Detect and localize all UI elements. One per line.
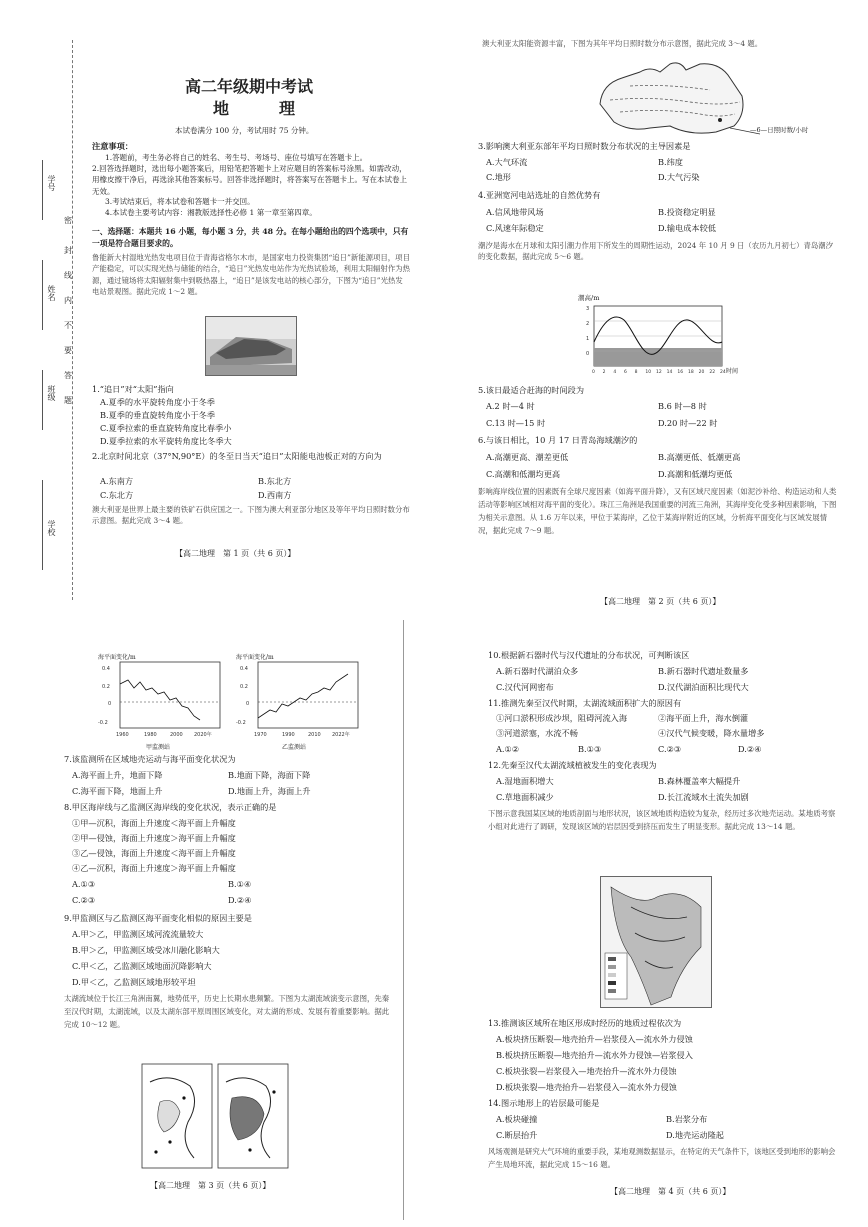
q11-option-c[interactable]: C.②③	[658, 744, 682, 754]
q4-option-c[interactable]: C.风速年际稳定	[486, 223, 544, 233]
q14-option-b[interactable]: B.岩浆分布	[666, 1114, 708, 1124]
tide-x-tick: 20	[698, 370, 705, 375]
tide-x-tick: 4	[613, 370, 617, 375]
q9-option-a[interactable]: A.甲＞乙，甲监测区域河流流量较大	[72, 929, 204, 939]
passage-6: 下图示意我国某区域的地质剖面与地形状况，该区域地质构造较为复杂，经历过多次地壳运动。某地质考察小组对此进行了调研，发现该区域的岩层因受到挤压而发生了明显变形。据此完成 13～14 题。	[488, 809, 836, 831]
chart-right-y-tick: 0	[246, 701, 250, 707]
page-1	[0, 0, 430, 600]
q10-option-d[interactable]: D.汉代湖泊面积比现代大	[658, 682, 749, 692]
q8-item-1: ①甲—沉积，海面上升速度＜海平面上升幅度	[72, 818, 236, 828]
q1-option-c[interactable]: C.夏季拉索的垂直旋转角度比春季小	[100, 423, 232, 433]
q3-option-a[interactable]: A.大气环流	[486, 157, 528, 167]
seal-char: 答	[64, 371, 72, 380]
seal-char: 线	[64, 271, 72, 280]
passage-3: 潮汐是海水在月球和太阳引潮力作用下所发生的周期性运动，2024 年 10 月 9 日（农历九月初七）青岛潮汐的变化数据，据此完成 5～6 题。	[478, 241, 834, 262]
question-2: 2.北京时间北京（37°N,90°E）的冬至日当天“追日”太阳能电池板正对的方向为	[92, 451, 382, 461]
chart-right-y-tick: 0.4	[240, 666, 248, 672]
question-7: 7.该监测所在区域地壳运动与海平面变化状况为	[64, 754, 236, 764]
question-1: 1.“追日”对“太阳”指向	[92, 384, 174, 394]
question-4: 4.亚洲宽河电站选址的自然优势有	[478, 190, 601, 200]
side-line-4	[42, 480, 43, 570]
note-2: 2.回答选择题时，选出每小题答案后，用铅笔把答题卡上对应题目的答案标号涂黑。如需改动，用橡皮擦干净后，再选涂其他答案标号。回答非选择题时，将答案写在答题卡上。写在本试卷上无效。	[92, 164, 407, 196]
chart-left-x-tick: 2000	[170, 732, 183, 738]
q7-option-a[interactable]: A.海平面上升，地面下降	[72, 770, 163, 780]
sea-level-chart-right	[236, 660, 360, 742]
tide-x-tick: 24	[720, 370, 726, 375]
page-4	[408, 630, 868, 1227]
page-3	[0, 630, 400, 1227]
q3-option-c[interactable]: C.地形	[486, 172, 511, 182]
side-line-3	[42, 370, 43, 430]
chart-left-x-tick: 1980	[144, 732, 157, 738]
passage-2: 澳大利亚是世界上最主要的铁矿石供应国之一。下图为澳大利亚部分地区及等年平均日照时数分布示意图。据此完成 3～4 题。	[92, 505, 410, 526]
q12-option-c[interactable]: C.草地面积减少	[496, 792, 554, 802]
passage-1: 鲁能新大村湿地光热发电项目位于青海省格尔木市，是国家电力投资集团“追日”新能源项目，项目产能稳定，可以实现光热与储能的结合，“追日”光热发电站作为光热试验场，利用太阳辐射作为热源，通过镜场将太阳辐射集中到吸热器上，“追日”是该发电站的核心部分，下图为“追日”光热发电站景观图。据此完成 1～2 题。	[92, 253, 410, 297]
q9-option-c[interactable]: C.甲＜乙，乙监测区域地面沉降影响大	[72, 961, 212, 971]
q14-option-d[interactable]: D.地壳运动隆起	[666, 1130, 724, 1140]
question-5: 5.该日最适合赶海的时间段为	[478, 385, 585, 395]
tide-y-tick: 0	[586, 351, 590, 357]
geology-map-graphic	[601, 877, 711, 1007]
q9-option-d[interactable]: D.甲＜乙，乙监测区域地形较平坦	[72, 977, 196, 987]
page-divider	[403, 620, 404, 1220]
q5-option-a[interactable]: A.2 时—4 时	[486, 401, 535, 411]
q8-option-a[interactable]: A.①③	[72, 879, 96, 889]
q11-option-d[interactable]: D.②④	[738, 744, 762, 754]
q1-option-d[interactable]: D.夏季拉索的水平旋转角度比冬季大	[100, 436, 232, 446]
page-1-footer: 【高二地理 第 1 页（共 6 页）】	[175, 549, 296, 558]
tide-y-tick: 1	[586, 336, 590, 342]
chart-left-xlabel: 甲监测站	[146, 744, 171, 751]
chart-right-xlabel: 乙监测站	[282, 744, 307, 751]
question-11: 11.推测先秦至汉代时期，太湖流域面积扩大的原因有	[488, 698, 682, 708]
subject-title: 地 理	[213, 99, 302, 118]
tide-x-tick: 8	[634, 370, 638, 375]
chart-right-y-tick: -0.2	[236, 720, 246, 726]
tide-x-tick: 2	[602, 370, 606, 375]
score-line: 本试卷满分 100 分，考试用时 75 分钟。	[175, 126, 314, 135]
q8-item-2: ②甲—侵蚀，海面上升速度＞海平面上升幅度	[72, 833, 236, 843]
question-6: 6.与该日相比，10 月 17 日青岛海域潮汐的	[478, 435, 638, 445]
tide-x-tick: 22	[709, 370, 716, 375]
chart-left-x-tick: 1960	[116, 732, 129, 738]
q4-option-b[interactable]: B.投资稳定明显	[658, 207, 716, 217]
tide-x-tick: 6	[624, 370, 627, 375]
tide-x-tick: 14	[666, 370, 673, 375]
question-14: 14.图示地形上的岩层最可能是	[488, 1098, 600, 1108]
chart-right-x-tick: 2022年	[332, 732, 350, 738]
sea-level-chart-left	[98, 660, 222, 742]
q14-option-c[interactable]: C.断层抬升	[496, 1130, 538, 1140]
q11-item-3: ③河道淤塞，水流不畅	[496, 728, 578, 738]
q2-option-a[interactable]: A.东南方	[100, 476, 134, 486]
question-12: 12.先秦至汉代太湖流域植被发生的变化表现为	[488, 760, 657, 770]
q7-option-b[interactable]: B.地面下降，海面下降	[228, 770, 311, 780]
tide-y-tick: 3	[586, 306, 590, 312]
side-label-class: 班级	[47, 385, 56, 401]
q13-option-d[interactable]: D.板块张裂—地壳抬升—岩浆侵入—流水外力侵蚀	[496, 1082, 677, 1092]
taihu-evolution-maps	[140, 1062, 290, 1172]
tide-x-tick: 10	[645, 370, 652, 375]
side-label-student-id: 学号	[47, 175, 56, 191]
page-2	[430, 0, 868, 620]
q11-option-b[interactable]: B.①③	[578, 744, 602, 754]
q8-option-d[interactable]: D.②④	[228, 895, 252, 905]
chart-right-title: 海平面变化/m	[236, 654, 274, 661]
tide-chart-xlabel: 时间	[726, 368, 739, 375]
seal-char: 题	[64, 396, 72, 405]
seal-char: 密	[64, 216, 72, 225]
tide-x-tick: 12	[656, 370, 662, 375]
tide-x-tick: 0	[592, 370, 595, 375]
page-4-footer: 【高二地理 第 4 页（共 6 页）】	[610, 1187, 731, 1196]
q11-option-a[interactable]: A.①②	[496, 744, 520, 754]
side-line-2	[42, 260, 43, 330]
q12-option-d[interactable]: D.长江流域水土流失加剧	[658, 792, 749, 802]
question-10: 10.根据新石器时代与汉代遗址的分布状况，可判断该区	[488, 650, 690, 660]
q5-option-d[interactable]: D.20 时—22 时	[658, 418, 718, 428]
chart-right-x-tick: 2010	[308, 732, 321, 738]
q6-option-b[interactable]: B.高潮更低、低潮更高	[658, 452, 741, 462]
q6-option-a[interactable]: A.高潮更高、潮差更低	[486, 452, 569, 462]
chart-right-x-tick: 1990	[282, 732, 295, 738]
tide-y-tick: 2	[586, 321, 590, 327]
solar-plant-photo-graphic	[206, 317, 296, 375]
question-13: 13.推测该区域所在地区形成时经历的地质过程依次为	[488, 1018, 682, 1028]
question-3: 3.影响澳大利亚东部年平均日照时数分布状况的主导因素是	[478, 141, 691, 151]
q2-option-b[interactable]: B.东北方	[258, 476, 292, 486]
q12-option-a[interactable]: A.湿地面积增大	[496, 776, 554, 786]
seal-char: 内	[64, 296, 72, 305]
q4-option-d[interactable]: D.输电成本较低	[658, 223, 716, 233]
chart-left-y-tick: -0.2	[98, 720, 108, 726]
solar-plant-photo	[205, 316, 297, 376]
map-caption: —6—日照时数/小时	[750, 126, 809, 134]
chart-left-x-tick: 2020年	[194, 732, 212, 738]
q4-option-a[interactable]: A.信风地带风场	[486, 207, 544, 217]
q2-option-d[interactable]: D.西南方	[258, 490, 292, 500]
q9-option-b[interactable]: B.甲＞乙，甲监测区域受冰川融化影响大	[72, 945, 220, 955]
q7-option-d[interactable]: D.地面上升，海面上升	[228, 786, 311, 796]
tide-x-tick: 18	[688, 370, 694, 375]
chart-right-x-tick: 1970	[254, 732, 267, 738]
seal-char: 要	[64, 346, 72, 355]
q8-option-c[interactable]: C.②③	[72, 895, 96, 905]
q10-option-c[interactable]: C.汉代河网密布	[496, 682, 554, 692]
q10-option-a[interactable]: A.新石器时代湖泊众多	[496, 666, 579, 676]
q1-option-b[interactable]: B.夏季的垂直旋转角度小于冬季	[100, 410, 216, 420]
chart-left-y-tick: 0.2	[102, 684, 110, 690]
tide-chart-ylabel: 潮高/m	[578, 294, 600, 302]
seal-char: 不	[64, 321, 72, 330]
note-4: 4.本试卷主要考试内容：湘教版选择性必修 1 第一章至第四章。	[105, 208, 317, 217]
section-heading: 一、选择题：本题共 16 小题，每小题 3 分，共 48 分。在每小题给出的四个选项中，只有一项是符合题目要求的。	[92, 227, 409, 249]
tide-x-tick: 16	[677, 370, 684, 375]
page-2-footer: 【高二地理 第 2 页（共 6 页）】	[600, 597, 721, 606]
question-9: 9.甲监测区与乙监测区海平面变化相似的原因主要是	[64, 913, 252, 923]
q8-item-4: ④乙—沉积，海面上升速度＞海平面上升幅度	[72, 863, 236, 873]
page-3-footer: 【高二地理 第 3 页（共 6 页）】	[150, 1181, 271, 1190]
q6-option-c[interactable]: C.高潮和低潮均更高	[486, 469, 561, 479]
q13-option-c[interactable]: C.板块张裂—岩浆侵入—地壳抬升—流水外力侵蚀	[496, 1066, 677, 1076]
q8-option-b[interactable]: B.①④	[228, 879, 252, 889]
q13-option-b[interactable]: B.板块挤压断裂—地壳抬升—流水外力侵蚀—岩浆侵入	[496, 1050, 693, 1060]
q10-option-b[interactable]: B.新石器时代遗址数量多	[658, 666, 749, 676]
chart-left-title: 海平面变化/m	[98, 654, 136, 661]
passage-7: 风场观测是研究大气环境的重要手段，某地观测数据显示，在特定的天气条件下，该地区受到地形的影响会产生局地环流，据此完成 15～16 题。	[488, 1147, 836, 1169]
side-label-school: 学校	[47, 520, 56, 536]
q12-option-b[interactable]: B.森林覆盖率大幅提升	[658, 776, 741, 786]
tide-chart	[578, 302, 728, 376]
q11-item-4: ④汉代气候变暖，降水量增多	[658, 728, 765, 738]
geology-map	[600, 876, 712, 1008]
chart-right-y-tick: 0.2	[240, 684, 248, 690]
binding-line	[72, 40, 73, 600]
q1-option-a[interactable]: A.夏季的水平旋转角度小于冬季	[100, 397, 215, 407]
q3-option-d[interactable]: D.大气污染	[658, 172, 700, 182]
passage-5: 太湖流域位于长江三角洲南翼，地势低平，历史上长期水患频繁。下图为太湖流域演变示意图，先秦至汉代时期，太湖流域，以及太湖东部平原周围区域变化，对太湖的形成、发展有着重要影响。据此完成 10～12 题。	[64, 994, 390, 1029]
q6-option-d[interactable]: D.高潮和低潮均更低	[658, 469, 733, 479]
page-2-top-line: 澳大利亚太阳能资源丰富，下图为其年平均日照时数分布示意图，据此完成 3～4 题。	[482, 39, 763, 48]
side-line-1	[42, 160, 43, 220]
note-3: 3.考试结束后，将本试卷和答题卡一并交回。	[105, 197, 255, 206]
question-8: 8.甲区海岸线与乙监测区海岸线的变化状况，表示正确的是	[64, 802, 277, 812]
seal-char: 封	[64, 246, 72, 255]
q11-item-2: ②海平面上升，海水倒灌	[658, 713, 749, 723]
q11-item-1: ①河口淤积形成沙坝，阻碍河流入海	[496, 713, 628, 723]
chart-left-y-tick: 0	[108, 701, 112, 707]
q5-option-c[interactable]: C.13 时—15 时	[486, 418, 546, 428]
passage-4: 影响海岸线位置的因素既有全球尺度因素（如海平面升降），又有区域尺度因素（如泥沙补给、构造运动和人类活动等影响区域相对海平面的变化）。珠江三角洲是我国重要的河流三角洲，其海岸变化受多种因素影响，下图为相关示意图。从 1.6 万年以来，甲位于某海岸，乙位于某海岸附近的区域，分析海平面变化与区域发展情况，据此完成 7～9 题。	[478, 487, 837, 535]
q3-option-b[interactable]: B.纬度	[658, 157, 683, 167]
note-1: 1.答题前，考生务必将自己的姓名、考生号、考场号、座位号填写在答题卡上。	[105, 153, 368, 162]
q7-option-c[interactable]: C.海平面下降，地面上升	[72, 786, 163, 796]
side-label-name: 姓名	[47, 285, 56, 301]
exam-title: 高二年级期中考试	[185, 77, 314, 96]
q5-option-b[interactable]: B.6 时—8 时	[658, 401, 707, 411]
notes-title: 注意事项：	[92, 141, 133, 151]
chart-left-y-tick: 0.4	[102, 666, 110, 672]
q8-item-3: ③乙—侵蚀，海面上升速度＜海平面上升幅度	[72, 848, 236, 858]
q2-option-c[interactable]: C.东北方	[100, 490, 134, 500]
q13-option-a[interactable]: A.板块挤压断裂—地壳抬升—岩浆侵入—流水外力侵蚀	[496, 1034, 693, 1044]
q14-option-a[interactable]: A.板块碰撞	[496, 1114, 538, 1124]
